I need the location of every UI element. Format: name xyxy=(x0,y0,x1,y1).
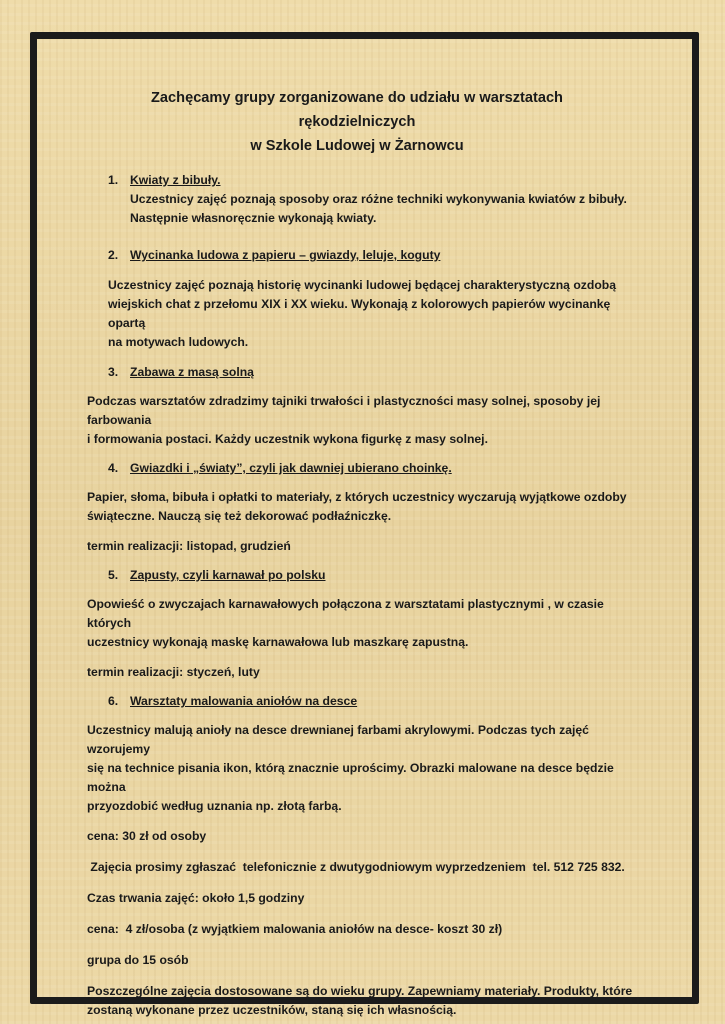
workshop-5-line-2: uczestnicy wykonają maskę karnawałowa lub maszkarę zapustną. xyxy=(87,635,469,649)
workshop-2-title: Wycinanka ludowa z papieru – gwiazdy, leluje, koguty xyxy=(130,248,441,262)
booking-info: Zajęcia prosimy zgłaszać telefonicznie z dwutygodniowym wyprzedzeniem tel. 512 725 832. xyxy=(87,860,625,874)
workshop-3-heading xyxy=(87,363,647,382)
workshop-3-title: Zabawa z masą solną xyxy=(130,365,254,379)
price-info: cena: 4 zł/osoba (z wyjątkiem malowania aniołów na desce- koszt 30 zł) xyxy=(87,922,503,936)
workshop-1-line-1: Uczestnicy zajęć poznają sposoby oraz różne techniki wykonywania kwiatów z bibuły. xyxy=(130,192,627,206)
workshop-2-line-3: na motywach ludowych. xyxy=(108,335,249,349)
workshop-2-number: 2. xyxy=(108,248,119,262)
flyer-content xyxy=(87,86,647,1020)
workshop-4-heading xyxy=(87,459,647,478)
workshop-6-number: 6. xyxy=(108,694,119,708)
workshop-5-term: termin realizacji: styczeń, luty xyxy=(87,665,260,679)
workshop-3-number: 3. xyxy=(108,365,119,379)
workshop-1-title: Kwiaty z bibuły. xyxy=(130,173,221,187)
workshop-4-line-1: Papier, słoma, bibuła i opłatki to materiały, z których uczestnicy wyczarują wyjątkowe ozdoby xyxy=(87,490,627,504)
workshop-1-line-2: Następnie własnoręcznie wykonają kwiaty. xyxy=(130,211,377,225)
page-title xyxy=(67,86,647,158)
workshop-4-line-2: świąteczne. Nauczą się też dekorować podłaźniczkę. xyxy=(87,509,392,523)
workshop-4-number: 4. xyxy=(108,461,119,475)
workshop-5-heading xyxy=(87,566,647,585)
workshop-6-line-1: Uczestnicy malują anioły na desce drewnianej farbami akrylowymi. Podczas tych zajęć wzorujemy xyxy=(87,723,589,756)
workshop-5-line-1: Opowieść o zwyczajach karnawałowych połączona z warsztatami plastycznymi , w czasie których xyxy=(87,597,604,630)
workshop-1-heading xyxy=(87,171,647,190)
workshop-6-title: Warsztaty malowania aniołów na desce xyxy=(130,694,358,708)
workshop-6-line-2: się na technice pisania ikon, którą znacznie uprościmy. Obrazki malowane na desce będzie można xyxy=(87,761,614,794)
workshop-2-line-1: Uczestnicy zajęć poznają historię wycinanki ludowej będącej charakterystyczną ozdobą xyxy=(108,278,616,292)
title-line-2: rękodzielniczych xyxy=(298,114,416,130)
workshop-6-heading xyxy=(87,692,647,711)
workshop-3-line-2: i formowania postaci. Każdy uczestnik wykona figurkę z masy solnej. xyxy=(87,432,488,446)
group-size-info: grupa do 15 osób xyxy=(87,953,189,967)
workshop-3-line-1: Podczas warsztatów zdradzimy tajniki trwałości i plastyczności masy solnej, sposoby jej farbowania xyxy=(87,394,601,427)
workshop-4-term: termin realizacji: listopad, grudzień xyxy=(87,539,291,553)
title-line-1: Zachęcamy grupy zorganizowane do udziału w warsztatach xyxy=(151,90,563,106)
workshop-5-title: Zapusty, czyli karnawał po polsku xyxy=(130,568,326,582)
duration-info: Czas trwania zajęć: około 1,5 godziny xyxy=(87,891,305,905)
workshop-2-line-2: wiejskich chat z przełomu XIX i XX wieku. Wykonają z kolorowych papierów wycinankę opartą xyxy=(108,297,611,330)
workshop-6-line-3: przyozdobić według uznania np. złotą farbą. xyxy=(87,799,342,813)
workshop-4-title: Gwiazdki i „światy”, czyli jak dawniej ubierano choinkę. xyxy=(130,461,452,475)
workshop-1-number: 1. xyxy=(108,173,119,187)
title-line-3: w Szkole Ludowej w Żarnowcu xyxy=(250,138,464,154)
workshop-6-price: cena: 30 zł od osoby xyxy=(87,829,207,843)
closing-line-1: Poszczególne zajęcia dostosowane są do wieku grupy. Zapewniamy materiały. Produkty, które xyxy=(87,984,633,998)
workshop-5-number: 5. xyxy=(108,568,119,582)
closing-line-2: zostaną wykonane przez uczestników, staną się ich własnością. xyxy=(87,1003,457,1017)
workshop-2-heading xyxy=(87,246,647,265)
